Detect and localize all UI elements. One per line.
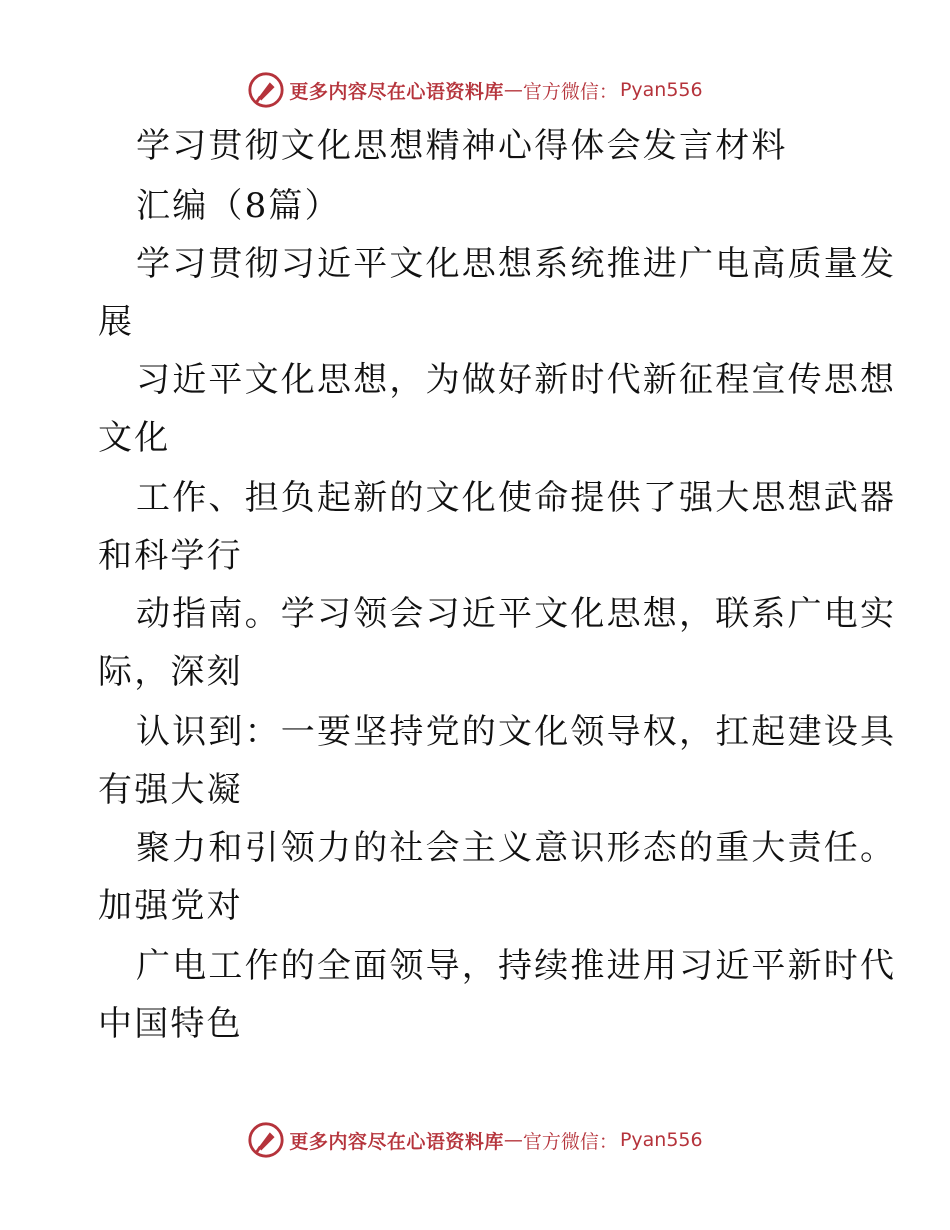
pen-nib-circle-icon — [247, 1121, 285, 1159]
header-watermark-banner — [0, 70, 950, 110]
heading-line-1: 学习贯彻习近平文化思想系统推进广电高质量发 — [136, 244, 897, 284]
paragraph-line: 际，深刻 — [98, 652, 243, 692]
paragraph-line: 广电工作的全面领导，持续推进用习近平新时代 — [136, 946, 897, 986]
title-line-1: 学习贯彻文化思想精神心得体会发言材料 — [136, 126, 788, 166]
paragraph-line: 文化 — [98, 418, 171, 458]
pen-nib-circle-icon — [247, 71, 285, 109]
banner-main-text: 更多内容尽在心语资料库 — [289, 1130, 504, 1153]
paragraph-line: 动指南。学习领会习近平文化思想，联系广电实 — [136, 594, 897, 634]
paragraph-line: 有强大凝 — [98, 770, 243, 810]
paragraph-line: 工作、担负起新的文化使命提供了强大思想武器 — [136, 478, 897, 518]
paragraph-line: 认识到：一要坚持党的文化领导权，扛起建设具 — [136, 712, 897, 752]
banner-dash: — — [503, 79, 523, 101]
banner-wechat-label: 官方微信： — [522, 1130, 618, 1153]
paragraph-line: 中国特色 — [98, 1004, 243, 1044]
banner-wechat-label: 官方微信： — [522, 80, 618, 103]
paragraph-line: 习近平文化思想，为做好新时代新征程宣传思想 — [136, 360, 897, 400]
banner-main-text: 更多内容尽在心语资料库 — [289, 80, 504, 103]
banner-wechat-id: Pyan556 — [619, 1129, 703, 1151]
paragraph-line: 加强党对 — [98, 886, 243, 926]
paragraph-line: 和科学行 — [98, 536, 243, 576]
heading-line-2: 展 — [98, 302, 135, 342]
title-line-2: 汇编（8篇） — [136, 186, 341, 226]
banner-wechat-id: Pyan556 — [619, 79, 703, 101]
paragraph-line: 聚力和引领力的社会主义意识形态的重大责任。 — [136, 828, 897, 868]
banner-dash: — — [503, 1129, 523, 1151]
footer-watermark-banner — [0, 1120, 950, 1160]
